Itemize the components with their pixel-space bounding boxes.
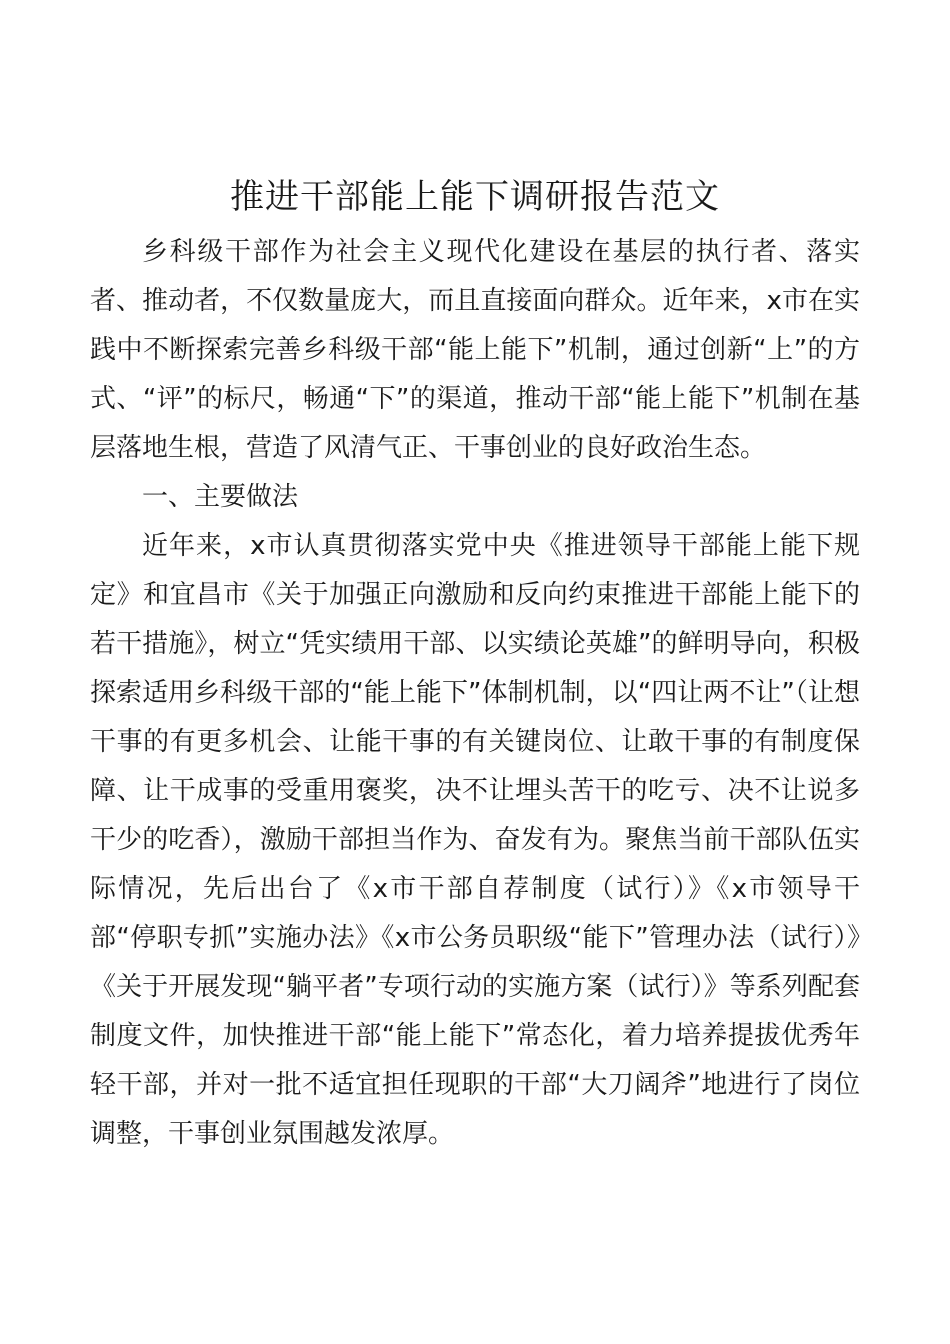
intro-paragraph: 乡科级干部作为社会主义现代化建设在基层的执行者、落实者、推动者，不仅数量庞大，而且直接面向群众。近年来，x市在实践中不断探索完善乡科级干部“能上能下”机制，通过创新“上”的方式、“评”的标尺，畅通“下”的渠道，推动干部“能上能下”机制在基层落地生根，营造了风清气正、干事创业的良好政治生态。 <box>90 237 860 463</box>
document-body <box>90 228 860 1159</box>
section-paragraph: 近年来，x市认真贯彻落实党中央《推进领导干部能上能下规定》和宜昌市《关于加强正向激励和反向约束推进干部能上能下的若干措施》，树立“凭实绩用干部、以实绩论英雄”的鲜明导向，积极探索适用乡科级干部的“能上能下”体制机制，以“四让两不让”（让想干事的有更多机会、让能干事的有关键岗位、让敢干事的有制度保障、让干成事的受重用褒奖，决不让埋头苦干的吃亏、决不让说多干少的吃香），激励干部担当作为、奋发有为。聚焦当前干部队伍实际情况，先后出台了《x市干部自荐制度（试行）》《x市领导干部“停职专抓”实施办法》《x市公务员职级“能下”管理办法（试行）》《关于开展发现“躺平者”专项行动的实施方案（试行）》等系列配套制度文件，加快推进干部“能上能下”常态化，着力培养提拔优秀年轻干部，并对一批不适宜担任现职的干部“大刀阔斧”地进行了岗位调整，干事创业氛围越发浓厚。 <box>90 531 860 1149</box>
document-title: 推进干部能上能下调研报告范文 <box>230 177 720 217</box>
section-heading: 一、主要做法 <box>142 482 299 512</box>
